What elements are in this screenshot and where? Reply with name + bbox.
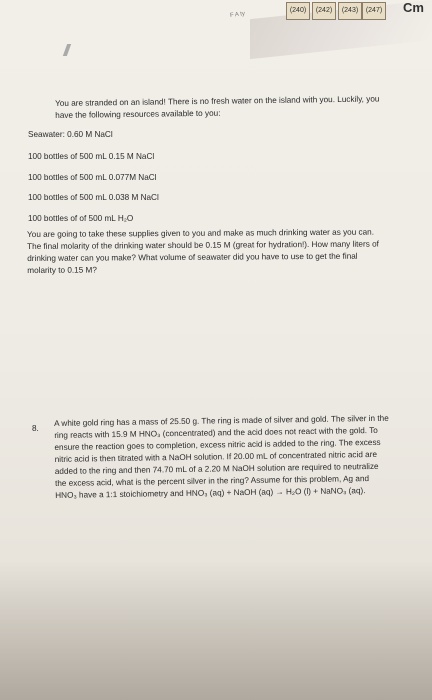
pen-mark [63,44,71,56]
problem-intro: You are stranded on an island! There is no fresh water on the island with you. Luckily, you have the following resources available to you: [55,94,380,120]
corner-tab-3: (243) [338,2,362,20]
corner-tab-1: (240) [286,2,310,20]
photo-shadow [0,560,432,700]
resource-bottles-0077: 100 bottles of 500 mL 0.077M NaCl [28,173,157,182]
background-strip-text: F A ty [229,10,246,20]
resource-seawater: Seawater: 0.60 M NaCl [28,130,113,139]
question-text: You are going to take these supplies given to you and make as much drinking water as you can. The final molarity of the drinking water should be 0.15 M (great for hydration!). How many liters of drinking water can you make? What volume of seawater did you have to use to get the final molarity to 0.15 M? [27,227,379,275]
resource-bottles-water: 100 bottles of of 500 mL H₂O [28,214,134,223]
corner-cm-label: Cm [403,0,424,15]
resource-bottles-015: 100 bottles of 500 mL 0.15 M NaCl [28,152,155,161]
resource-bottles-0038: 100 bottles of 500 mL 0.038 M NaCl [28,193,159,202]
corner-tab-4: (247) [362,2,386,20]
problem-8-number: 8. [32,424,39,433]
problem-8-text: A white gold ring has a mass of 25.50 g. The ring is made of silver and gold. The silver in the ring reacts with 15.9 M HNO₃ (concentrated) and the acid does not react with the gold. To ensure the reaction goes to completion, excess nitric acid is added to the ring. The excess nitric acid is then titrated with a NaOH solution. If 20.00 mL of concentrated nitric acid are added to the ring and then 74.70 mL of a 2.20 M NaOH solution are required to neutralize the excess acid, what is the percent silver in the ring? Assume for this problem, Ag and HNO₃ have a 1:1 stoichiometry and HNO₃ (aq) + NaOH (aq) → H₂O (l) + NaNO₃ (aq). [54,413,389,500]
corner-tab-2: (242) [312,2,336,20]
